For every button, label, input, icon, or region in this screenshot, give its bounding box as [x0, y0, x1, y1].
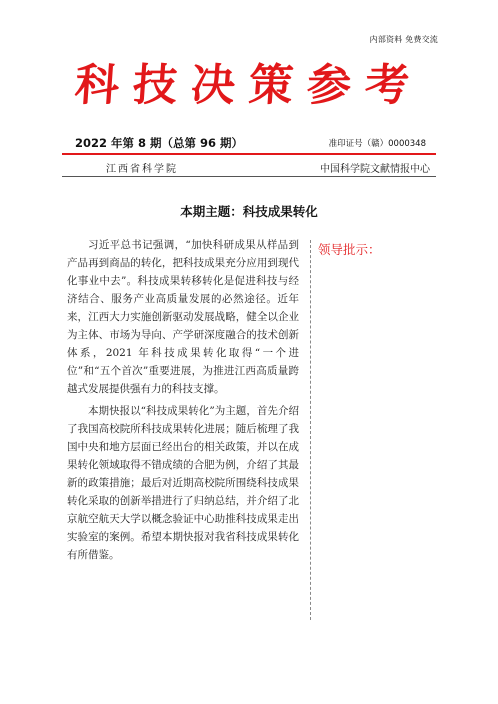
distribution-note: 内部资料 免费交流 — [369, 35, 438, 44]
header-red-rule — [62, 153, 436, 155]
publisher-left: 江西省科学院 — [106, 164, 178, 175]
paragraph-1: 习近平总书记强调，“加快科研成果从样品到产品再到商品的转化，把科技成果充分应用到现代化事业中去”。科技成果转移转化是促进科技与经济结合、服务产业高质量发展的必然途径。近年来，江西大力实施创新驱动发展战略，健全以企业为主体、市场为导向、产学研深度融合的技术创新体系，2021 年科技成果转化取得“一个进位”和“五个首次”重要进展，为推进江西高质量跨越式发展提供强有力的科技支撑。 — [67, 239, 299, 395]
masthead-title: 科技决策参考 — [73, 60, 425, 111]
issue-theme: 本期主题：科技成果转化 — [180, 204, 318, 219]
leader-comment-label: 领导批示： — [318, 242, 381, 257]
publisher-right: 中国科学院文献情报中心 — [320, 164, 430, 175]
column-divider — [310, 240, 311, 620]
issue-number: 2022 年第 8 期（总第 96 期） — [75, 136, 244, 150]
paragraph-2: 本期快报以“科技成果转化”为主题，首先介绍了我国高校院所科技成果转化进展；随后梳理了我国中央和地方层面已经出台的相关政策，并以在成果转化领域取得不错成绩的合肥为例，介绍了其最新的政策措施；最后对近期高校院所围绕科技成果转化采取的创新举措进行了归纳总结，并介绍了北京航空航天大学以概念验证中心助推科技成果走出实验室的案例。希望本期快报对我省科技成果转化有所借鉴。 — [67, 405, 299, 561]
permit-number: 准印证号（赣）0000348 — [328, 139, 426, 149]
editorial-body — [67, 236, 299, 568]
header-thin-rule — [62, 176, 436, 177]
